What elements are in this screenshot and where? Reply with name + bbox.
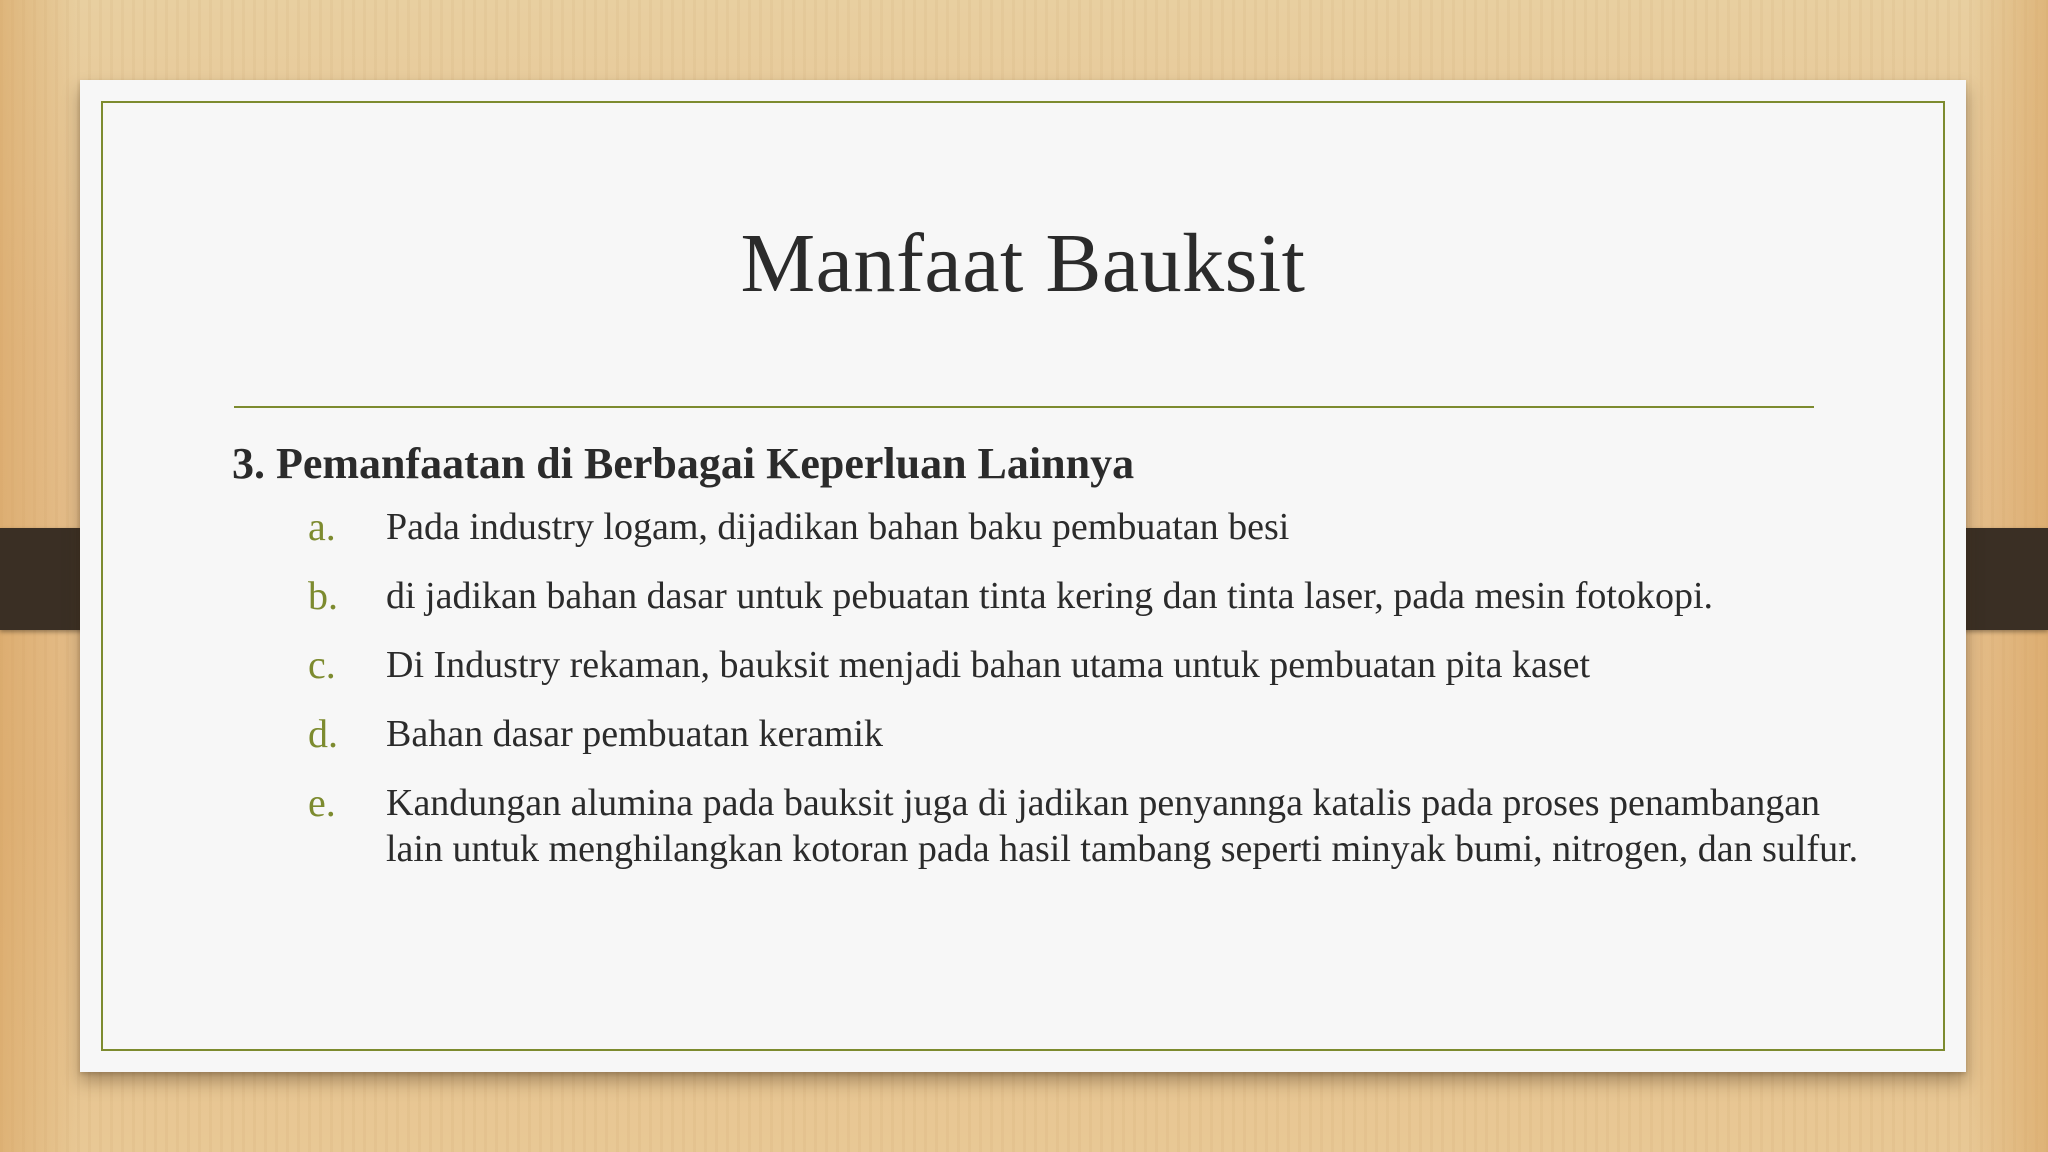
list-item-text: Pada industry logam, dijadikan bahan baku pembuatan besi	[386, 506, 1290, 548]
list-item	[308, 642, 1868, 688]
list-item	[308, 711, 1868, 757]
list-marker: b.	[308, 573, 338, 618]
list-item-text: Bahan dasar pembuatan keramik	[386, 713, 883, 755]
list-marker: a.	[308, 504, 336, 549]
slide-title: Manfaat Bauksit	[740, 217, 1306, 310]
list-item	[308, 504, 1868, 550]
benefit-list	[308, 504, 1868, 895]
list-item	[308, 780, 1868, 872]
list-item-text: di jadikan bahan dasar untuk pebuatan tinta kering dan tinta laser, pada mesin fotokopi.	[386, 575, 1714, 617]
list-item	[308, 573, 1868, 619]
list-marker: d.	[308, 711, 338, 756]
list-item-text: Di Industry rekaman, bauksit menjadi bahan utama untuk pembuatan pita kaset	[386, 644, 1591, 686]
list-item-text: Kandungan alumina pada bauksit juga di jadikan penyannga katalis pada proses penambangan lain untuk menghilangkan kotoran pada hasil tambang seperti minyak bumi, nitrogen, dan sulfur.	[386, 782, 1859, 870]
title-divider	[234, 406, 1814, 408]
list-marker: c.	[308, 642, 336, 687]
section-heading: 3. Pemanfaatan di Berbagai Keperluan Lainnya	[232, 439, 1135, 488]
slide-paper	[80, 80, 1966, 1072]
list-marker: e.	[308, 780, 336, 825]
